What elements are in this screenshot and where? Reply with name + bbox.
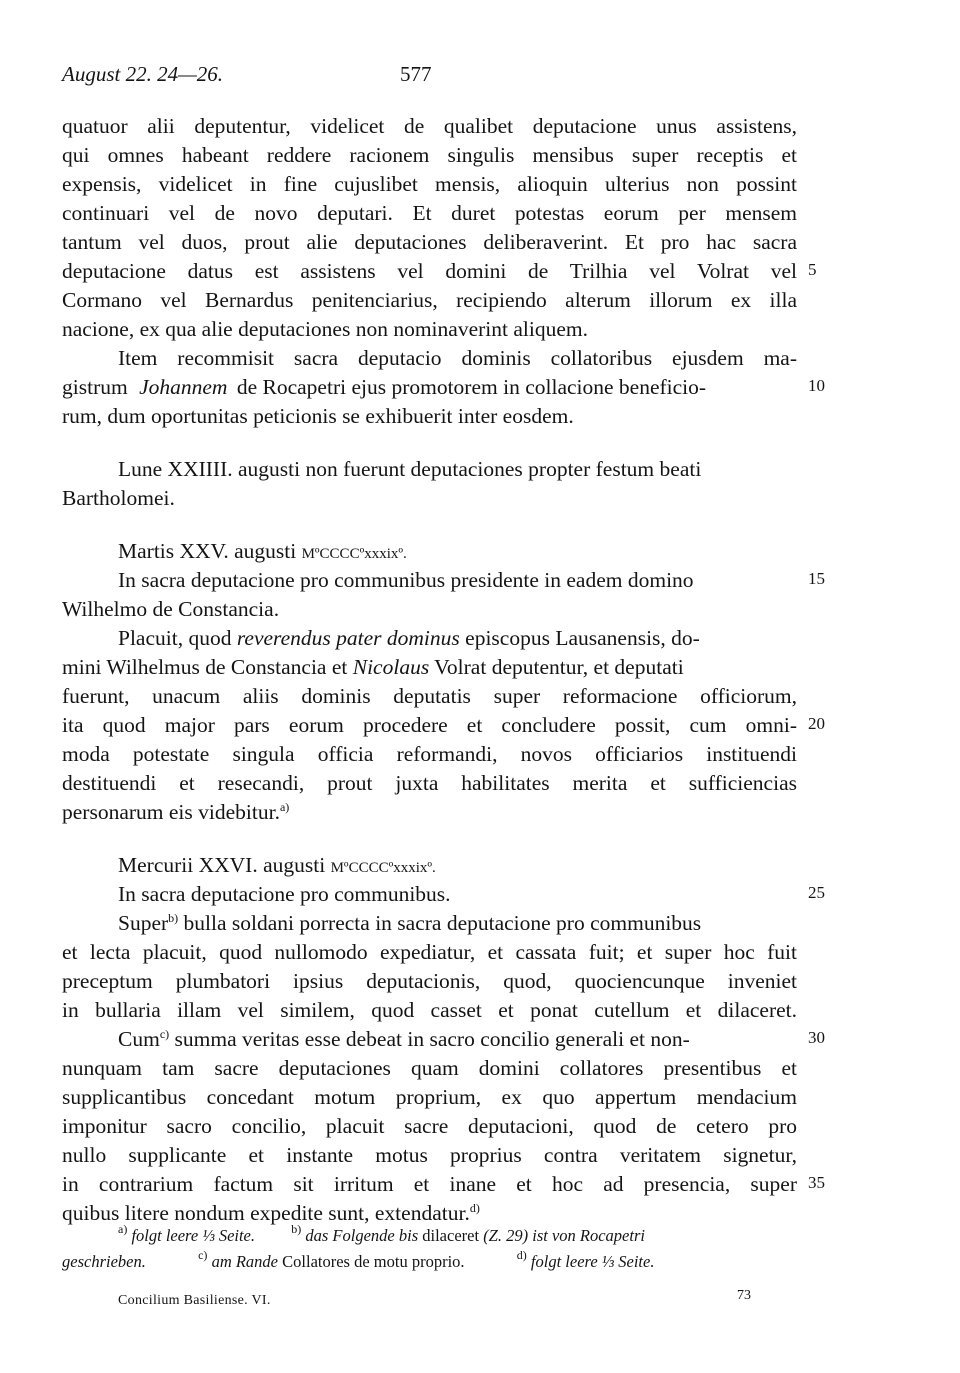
- text-line: et lecta placuit, quod nullomodo expediatur, et cassata fuit; et super hoc fuit: [62, 940, 797, 964]
- date-year: MºCCCCºxxxixº.: [330, 860, 436, 876]
- text-span: Volrat deputentur, et deputati: [429, 655, 684, 679]
- text-line: imponitur sacro concilio, placuit sacre deputacioni, quod de cetero pro: [62, 1114, 797, 1138]
- text-line: Cormano vel Bernardus penitenciarius, recipiendo alterum illorum ex illa: [62, 288, 797, 312]
- text-line: continuari vel de novo deputari. Et duret potestas eorum per mensem: [62, 201, 797, 225]
- text-span: episcopus Lausanensis, do-: [459, 626, 700, 650]
- text-line: deputacione datus est assistens vel domini de Trilhia vel Volrat vel: [62, 259, 797, 283]
- text-line: [62, 653, 797, 682]
- text-line: in bullaria illam vel similem, quod casset et ponat cutellum et dilaceret.: [62, 998, 797, 1022]
- text-line: [62, 373, 797, 402]
- text-span: summa veritas esse debeat in sacro concilio generali et non-: [169, 1027, 690, 1051]
- text-line: nacione, ex qua alie deputaciones non nominaverint aliquem.: [62, 317, 588, 341]
- entry-heading: [118, 537, 853, 569]
- footnote-mark: c): [198, 1248, 208, 1262]
- entry-heading: Lune XXIIII. augusti non fuerunt deputaciones propter festum beati: [118, 457, 702, 481]
- text-line: moda potestate singula officia reformandi, novos officiarios instituendi: [62, 742, 797, 766]
- footnote-ref: a): [279, 800, 290, 814]
- text-line: [118, 624, 853, 653]
- footnote-mark: a): [118, 1222, 128, 1236]
- text-line: in contrarium factum sit irritum et inane et hoc ad presencia, super: [62, 1172, 797, 1196]
- text-span: mini Wilhelmus de Constancia et: [62, 655, 353, 679]
- text-line: In sacra deputacione pro communibus presidente in eadem domino: [118, 568, 694, 592]
- italic-name: Nicolaus: [352, 655, 430, 679]
- footnote-text: das Folgende bis: [305, 1226, 419, 1245]
- footnote-ref: d): [469, 1201, 480, 1215]
- date-year: MºCCCCºxxxixº.: [301, 546, 407, 562]
- text-line: In sacra deputacione pro communibus.: [118, 882, 451, 906]
- footnote-line: [118, 1222, 797, 1246]
- header-date-reference: August 22. 24—26.: [62, 62, 224, 86]
- text-line: [118, 1025, 853, 1054]
- text-line: nunquam tam sacre deputaciones quam domini collatores presentibus et: [62, 1056, 797, 1080]
- line-number: 5: [808, 260, 817, 279]
- series-footer: Concilium Basiliense. VI.: [118, 1293, 271, 1308]
- text-line: supplicantibus concedant motum proprium, ex quo appertum mendacium: [62, 1085, 797, 1109]
- text-line: destituendi et resecandi, prout juxta habilitates merita et sufficiencias: [62, 771, 797, 795]
- footnote-text: geschrieben.: [62, 1252, 146, 1271]
- text-line: ita quod major pars eorum procedere et concludere possit, cum omni-: [62, 713, 797, 737]
- text-line: [62, 798, 797, 827]
- entry-heading: [118, 851, 853, 883]
- footnote-text: am Rande: [211, 1252, 279, 1271]
- footnote-ref: b): [168, 911, 179, 925]
- text-span: bulla soldani porrecta in sacra deputacione pro communibus: [178, 911, 702, 935]
- text-line: fuerunt, unacum aliis dominis deputatis super reformacione officiorum,: [62, 684, 797, 708]
- footnote-mark: d): [516, 1248, 527, 1262]
- text-line: Bartholomei.: [62, 486, 175, 510]
- text-line: [118, 909, 853, 938]
- text-span: personarum eis videbitur.: [62, 800, 280, 824]
- line-number: 10: [808, 376, 825, 395]
- text-line: qui omnes habeant reddere racionem singulis mensibus super receptis et: [62, 143, 797, 167]
- running-header: [62, 62, 797, 92]
- text-span: de Rocapetri ejus promotorem in collacione beneficio-: [236, 375, 707, 399]
- text-line: Item recommisit sacra deputacio dominis collatoribus ejusdem ma-: [118, 346, 797, 370]
- text-span: quibus litere nondum expedite sunt, extendatur.: [62, 1201, 470, 1225]
- text-line: [62, 1199, 797, 1228]
- line-number: 30: [808, 1028, 825, 1047]
- line-number: 15: [808, 569, 825, 588]
- footnote-text: folgt leere ⅓ Seite.: [530, 1252, 655, 1271]
- text-line: preceptum plumbatori ipsius deputacionis, quod, quociencunque inveniet: [62, 969, 797, 993]
- signature-mark: 73: [737, 1288, 751, 1303]
- line-number: 25: [808, 883, 825, 902]
- italic-name: Johannem: [139, 375, 228, 399]
- footnote-text: dilaceret: [422, 1226, 480, 1245]
- text-line: tantum vel duos, prout alie deputaciones deliberaverint. Et pro hac sacra: [62, 230, 797, 254]
- italic-phrase: reverendus pater dominus: [236, 626, 460, 650]
- text-span: Mercurii XXVI. augusti: [118, 853, 331, 877]
- text-line: quatuor alii deputentur, videlicet de qualibet deputacione unus assistens,: [62, 114, 797, 138]
- text-span: gistrum: [62, 375, 128, 399]
- footnote-line: [62, 1248, 797, 1272]
- text-span: Cum: [118, 1027, 160, 1051]
- text-line: nullo supplicante et instante motus proprius contra veritatem signetur,: [62, 1143, 797, 1167]
- footnote-ref: c): [159, 1027, 170, 1041]
- footnote-mark: b): [291, 1222, 302, 1236]
- text-line: expensis, videlicet in fine cujuslibet mensis, alioquin ulterius non possint: [62, 172, 797, 196]
- line-number: 20: [808, 714, 825, 733]
- text-line: rum, dum oportunitas peticionis se exhibuerit inter eosdem.: [62, 404, 574, 428]
- text-span: Placuit, quod: [118, 626, 237, 650]
- text-span: Super: [118, 911, 169, 935]
- footnote-text: (Z. 29) ist von Rocapetri: [483, 1226, 645, 1245]
- text-span: Martis XXV. augusti: [118, 539, 302, 563]
- footnote-text: Collatores de motu proprio.: [282, 1252, 465, 1271]
- footnote-text: folgt leere ⅓ Seite.: [131, 1226, 256, 1245]
- page-number: 577: [400, 62, 432, 86]
- text-line: Wilhelmo de Constancia.: [62, 597, 280, 621]
- line-number: 35: [808, 1173, 825, 1192]
